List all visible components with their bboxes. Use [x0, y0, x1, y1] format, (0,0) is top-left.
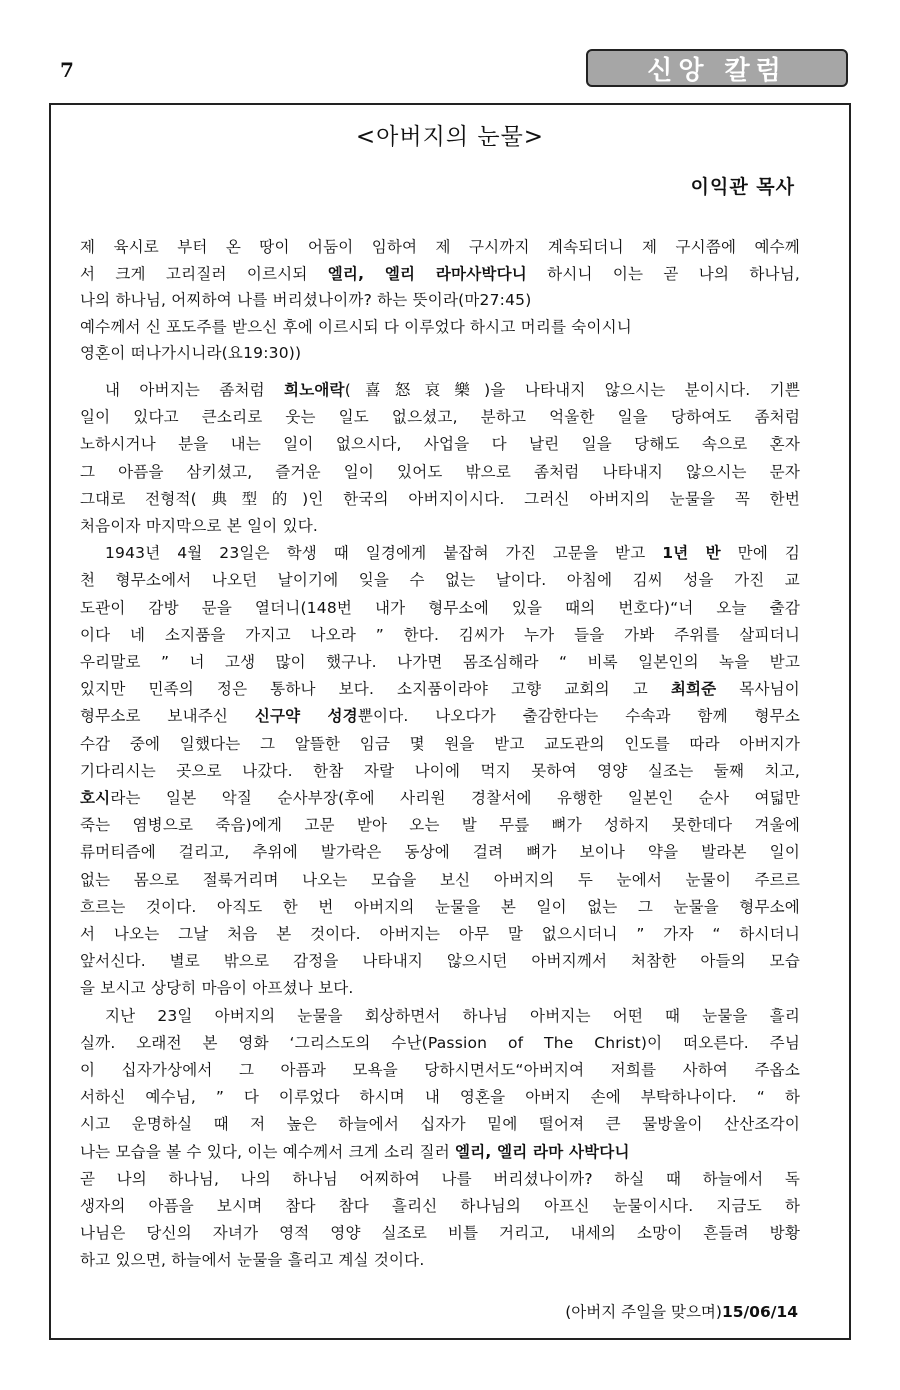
- body_lines-line: [80, 1167, 800, 1189]
- text-run: 만에 김: [720, 544, 800, 563]
- body_lines-line: [80, 868, 800, 890]
- body_lines-line: [80, 786, 800, 808]
- body_lines-line: [105, 1004, 800, 1026]
- body_lines-line: [80, 813, 800, 835]
- article-title: <아버지의 눈물>: [355, 124, 545, 150]
- text-run: 일이 있다고 큰소리로 웃는 일도 없으셨고, 분하고 억울한 일을 당하여도 좀처럼: [80, 408, 800, 427]
- body_lines-line: [80, 759, 800, 781]
- body_lines-line: [80, 1140, 800, 1162]
- text-run: 기다리시는 곳으로 나갔다. 한참 자랄 나이에 먹지 못하여 영양 실조는 둘째 치고,: [80, 761, 800, 780]
- text-run: 라는 일본 악질 순사부장(후에 사리원 경찰서에 유행한 일본인 순사 여덟만: [110, 789, 800, 807]
- scripture_lines-line: [80, 235, 800, 257]
- text-run: 앞서신다. 별로 밖으로 감정을 나타내지 않으시던 아버지께서 처참한 아들의 모습: [80, 952, 800, 971]
- body_lines-line: [105, 378, 800, 400]
- text-run: 목사님이: [716, 680, 800, 699]
- bold-text-run: 엘리, 엘리 라마 사박다니: [455, 1142, 630, 1161]
- signoff-text: (아버지 주일을 맞으며): [565, 1303, 722, 1321]
- text-run: 뿐이다. 나오다가 출감한다는 수속과 함께 형무소: [357, 707, 800, 726]
- signoff-date: 15/06/14: [721, 1303, 798, 1321]
- text-run: 수감 중에 일했다는 그 알뜰한 임금 몇 원을 받고 교도관의 인도를 따라 아버지가: [80, 734, 800, 753]
- body_lines-line: [80, 677, 800, 699]
- bold-text-run: 신구약 성경: [254, 707, 358, 726]
- text-run: 하시니 이는 곧 나의 하나님,: [526, 264, 801, 283]
- bold-text-run: 호시: [80, 789, 111, 807]
- body_lines-line: [80, 732, 800, 754]
- body_lines-line: [80, 1194, 800, 1216]
- body_lines-line: [80, 840, 800, 862]
- body_lines-line: [80, 895, 800, 917]
- text-run: 죽는 염병으로 죽음)에게 고문 받아 오는 발 무릎 뼈가 성하지 못한데다 겨울에: [80, 816, 800, 835]
- text-run: 천 형무소에서 나오던 날이기에 잊을 수 없는 날이다. 아침에 김씨 성을 가진 교: [80, 571, 800, 590]
- body_lines-line: [80, 596, 800, 618]
- body_lines-line: [80, 650, 800, 672]
- body_lines-line: [80, 704, 800, 726]
- bold-text-run: 엘리, 엘리 라마사박다니: [327, 264, 527, 283]
- body_lines-line: [80, 623, 800, 645]
- text-run: 이 십자가상에서 그 아픔과 모욕을 당하시면서도“아버지여 저희를 사하여 주옵소: [80, 1061, 800, 1079]
- text-run: 지난 23일 아버지의 눈물을 회상하면서 하나님 아버지는 어떤 때 눈물을 흘리: [105, 1006, 800, 1025]
- text-run: 하고 있으면, 하늘에서 눈물을 흘리고 계실 것이다.: [80, 1251, 425, 1270]
- body_lines-line: [80, 976, 800, 998]
- text-run: 나의 하나님, 어찌하여 나를 버리셨나이까? 하는 뜻이라(마27:45): [80, 291, 532, 309]
- body_lines-line: [80, 487, 800, 509]
- text-run: 이다 네 소지품을 가지고 나오라 ” 한다. 김씨가 누가 들을 가봐 주위를 살피더니: [80, 625, 800, 644]
- text-run: (喜怒哀樂)을 나타내지 않으시는 분이시다. 기쁜: [344, 381, 800, 399]
- text-run: 서하신 예수님, ” 다 이루었다 하시며 내 영혼을 아버지 손에 부탁하나이다. “ 하: [80, 1088, 800, 1107]
- text-run: 노하시거나 분을 내는 일이 없으시다, 사업을 다 날린 일을 당해도 속으로 혼자: [80, 435, 800, 454]
- text-run: 영혼이 떠나가시니라(요19:30)): [80, 344, 302, 362]
- text-run: 내 아버지는 좀처럼: [105, 381, 285, 399]
- body_lines-line: [80, 922, 800, 944]
- text-run: 1943년 4월 23일은 학생 때 일경에게 붙잡혀 가진 고문을 받고: [105, 544, 663, 563]
- text-run: 생자의 아픔을 보시며 참다 참다 흘리신 하나님의 아프신 눈물이시다. 지금도 하: [80, 1197, 800, 1215]
- body_lines-line: [80, 949, 800, 971]
- text-run: 형무소로 보내주신: [80, 707, 255, 726]
- body_lines-line: [80, 1112, 800, 1134]
- section-badge: 신앙 칼럼: [586, 49, 848, 87]
- body_lines-line: [80, 1058, 800, 1080]
- body_lines-line: [80, 405, 800, 427]
- scripture_lines-line: [80, 315, 800, 337]
- article-author: 이익관 목사: [690, 176, 795, 198]
- page-number: 7: [60, 58, 74, 82]
- text-run: 처음이자 마지막으로 본 일이 있다.: [80, 517, 319, 535]
- body_lines-line: [80, 432, 800, 454]
- text-run: 제 육시로 부터 온 땅이 어둠이 임하여 제 구시까지 계속되더니 제 구시쯤에 예수께: [80, 238, 800, 256]
- body_lines-line: [80, 1248, 800, 1270]
- text-run: 을 보시고 상당히 마음이 아프셨나 보다.: [80, 979, 354, 998]
- body_lines-line: [80, 460, 800, 482]
- scripture_lines-line: [80, 262, 800, 284]
- body_lines-line: [80, 1031, 800, 1053]
- body_lines-line: [80, 568, 800, 590]
- text-run: 흐르는 것이다. 아직도 한 번 아버지의 눈물을 본 일이 없는 그 눈물을 형무소에: [80, 897, 800, 916]
- text-run: 시고 운명하실 때 저 높은 하늘에서 십자가 밑에 떨어져 큰 물방울이 산산조각이: [80, 1115, 800, 1134]
- text-run: 실까. 오래전 본 영화 ‘그리스도의 수난(Passion of The Christ)이 떠오른다. 주님: [80, 1033, 800, 1052]
- text-run: 곧 나의 하나님, 나의 하나님 어찌하여 나를 버리셨나이까? 하실 때 하늘에서 독: [80, 1169, 800, 1188]
- body_lines-line: [80, 1085, 800, 1107]
- body_lines-line: [80, 514, 800, 536]
- bold-text-run: 1년 반: [662, 544, 721, 563]
- text-run: 없는 몸으로 절룩거리며 나오는 모습을 보신 아버지의 두 눈에서 눈물이 주르르: [80, 870, 800, 889]
- text-run: 서 크게 고리질러 이르시되: [80, 264, 328, 283]
- text-run: 있지만 민족의 정은 통하나 보다. 소지품이라야 고향 교회의 고: [80, 680, 671, 699]
- text-run: 그대로 전형적(典型的)인 한국의 아버지이시다. 그러신 아버지의 눈물을 꼭 한번: [80, 489, 800, 508]
- text-run: 우리말로 ” 너 고생 많이 했구나. 나가면 몸조심해라 “ 비록 일본인의 녹을 받고: [80, 653, 800, 671]
- text-run: 나는 모습을 볼 수 있다, 이는 예수께서 크게 소리 질러: [80, 1142, 456, 1161]
- text-run: 도관이 감방 문을 열더니(148번 내가 형무소에 있을 때의 번호다)“너 오늘 출감: [80, 598, 800, 617]
- text-run: 그 아픔을 삼키셨고, 즐거운 일이 있어도 밖으로 좀처럼 나타내지 않으시는 문자: [80, 462, 800, 481]
- text-run: 서 나오는 그날 처음 본 것이다. 아버지는 아무 말 없으시더니 ” 가자 “ 하시더니: [80, 925, 800, 943]
- scripture_lines-line: [80, 341, 800, 363]
- bold-text-run: 희노애락: [284, 381, 345, 399]
- text-run: 류머티즘에 걸리고, 추위에 발가락은 동상에 걸려 뼈가 보이나 약을 발라본 일이: [80, 843, 800, 862]
- text-run: 나님은 당신의 자녀가 영적 영양 실조로 비틀 거리고, 내세의 소망이 흔들려 방황: [80, 1224, 800, 1243]
- bold-text-run: 최희준: [670, 680, 717, 699]
- body_lines-line: [105, 541, 800, 563]
- article-signoff: [565, 1300, 798, 1322]
- text-run: 예수께서 신 포도주를 받으신 후에 이르시되 다 이루었다 하시고 머리를 숙이시니: [80, 317, 632, 336]
- scripture_lines-line: [80, 288, 800, 310]
- body_lines-line: [80, 1221, 800, 1243]
